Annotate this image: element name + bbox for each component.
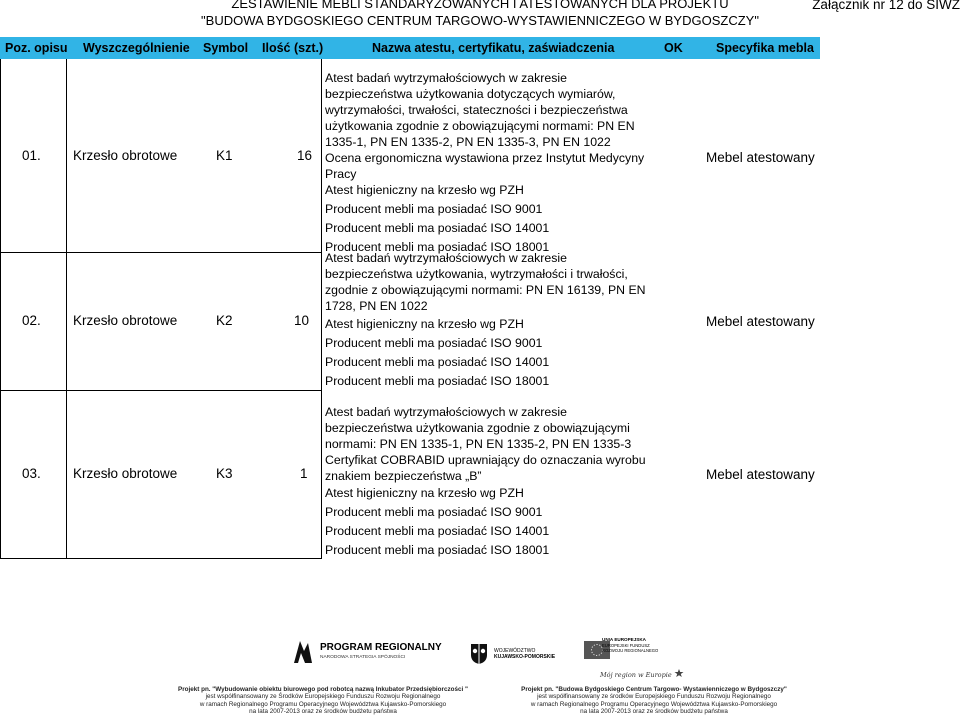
footer-left-text: [158, 686, 488, 716]
footer-right-line: jest współfinansowany ze środków Europejskiego Funduszu Rozwoju Regionalnego: [537, 693, 771, 701]
eu-line-2: EUROPEJSKI FUNDUSZ: [602, 643, 650, 648]
footer: [0, 625, 960, 715]
slogan-star-icon: [674, 669, 684, 677]
cert-item: Ocena ergonomiczna wystawiona przez Instytut Medycyny Pracy: [325, 151, 645, 181]
cert-item: Producent mebli ma posiadać ISO 14001: [325, 524, 550, 538]
footer-left-line: jest współfinansowany ze Środków Europejskiego Funduszu Rozwoju Regionalnego: [205, 693, 441, 701]
region-logo: [470, 643, 560, 669]
footer-right-line: Projekt pn. "Budowa Bydgoskiego Centrum Targowo- Wystawienniczego w Bydgoszczy": [521, 686, 787, 693]
footer-left-line: w ramach Regionalnego Programu Operacyjnego Województwa Kujawsko-Pomorskiego: [199, 700, 447, 708]
cert-item: Producent mebli ma posiadać ISO 9001: [325, 336, 543, 350]
footer-right-line: w ramach Regionalnego Programu Operacyjnego Województwa Kujawsko-Pomorskiego: [530, 700, 778, 708]
cert-item: Producent mebli ma posiadać ISO 18001: [325, 374, 550, 388]
cert-item: Atest badań wytrzymałościowych w zakresie bezpieczeństwa użytkowania dotyczących wymiarów, wytrzymałości, trwałości, stateczności i bezpieczeństwa użytkowania zgodnie z obowiązującymi normami: PN EN 1335-1, PN EN 1335-2, PN EN 1335-3, PN EN 1022: [325, 71, 635, 149]
table-row-divider-1: [0, 252, 321, 253]
row-symbol: K1: [216, 148, 233, 163]
footer-left-line: Projekt pn. "Wybudowanie obiektu biurowego pod robotcą nazwą Inkubator Przedsiębiorczości ": [178, 686, 468, 693]
row-ok-status: Mebel atestowany: [706, 467, 815, 482]
eu-line-3: ROZWOJU REGIONALNEGO: [602, 648, 659, 653]
cert-item: Atest badań wytrzymałościowych w zakresie bezpieczeństwa użytkowania, wytrzymałości i trwałości, zgodnie z obowiązującymi normami: PN EN 16139, PN EN 1728, PN EN 1022: [325, 251, 646, 313]
program-title: PROGRAM REGIONALNY: [320, 642, 442, 653]
cert-item: Producent mebli ma posiadać ISO 18001: [325, 543, 550, 557]
row-symbol: K3: [216, 466, 233, 481]
row-symbol: K2: [216, 313, 233, 328]
table-row-divider-2: [0, 390, 321, 391]
cert-item: Certyfikat COBRABID uprawniający do oznaczania wyrobu znakiem bezpieczeństwa „B”: [325, 453, 646, 483]
region-line-2: KUJAWSKO-POMORSKIE: [494, 654, 556, 660]
row-qty: 10: [294, 313, 310, 328]
col-header-qty: Ilość (szt.): [262, 41, 324, 55]
col-header-spec: Wyszczególnienie: [83, 41, 190, 55]
slogan: Mój region w Europie: [600, 671, 672, 679]
eu-logo: [584, 637, 664, 667]
row-ok-status: Mebel atestowany: [706, 314, 815, 329]
cert-item: Producent mebli ma posiadać ISO 14001: [325, 355, 550, 369]
row-pos: 01.: [22, 148, 41, 163]
eu-line-1: UNIA EUROPEJSKA: [602, 637, 646, 642]
region-line-1: WOJEWÓDZTWO: [494, 648, 536, 654]
col-header-ok: OK: [664, 41, 683, 55]
program-regionalny-logo: [292, 639, 442, 669]
row-pos: 03.: [22, 466, 41, 481]
cert-item: Producent mebli ma posiadać ISO 14001: [325, 221, 550, 235]
region-crest-icon: [470, 643, 488, 665]
col-header-certs: Nazwa atestu, certyfikatu, zaświadczenia: [372, 41, 615, 55]
cert-item: Producent mebli ma posiadać ISO 9001: [325, 505, 543, 519]
cert-item: Atest higieniczny na krzesło wg PZH: [325, 183, 524, 197]
row-pos: 02.: [22, 313, 41, 328]
footer-right-text: [504, 686, 804, 716]
footer-right-line: na lata 2007-2013 oraz ze środków budżetu państwa: [580, 708, 728, 716]
row-name: Krzesło obrotowe: [73, 313, 178, 328]
cert-item: Producent mebli ma posiadać ISO 18001: [325, 240, 550, 254]
table-divider-qty: [321, 59, 322, 559]
row-qty: 1: [300, 466, 308, 481]
table-header: [0, 37, 820, 59]
row-certificates: [325, 250, 657, 392]
cert-item: Producent mebli ma posiadać ISO 9001: [325, 202, 543, 216]
program-subtitle: NARODOWA STRATEGIA SPÓJNOŚCI: [320, 655, 406, 660]
document-title-line-1: ZESTAWIENIE MEBLI STANDARYZOWANYCH I ATESTOWANYCH DLA PROJEKTU: [231, 0, 729, 11]
table-border-bottom: [0, 558, 321, 559]
row-certificates: [325, 70, 657, 258]
footer-left-line: na lata 2007-2013 oraz ze środków budżetu państwa: [249, 708, 397, 716]
table-border-left: [0, 59, 1, 559]
col-header-symbol: Symbol: [203, 41, 249, 55]
cert-item: Atest higieniczny na krzesło wg PZH: [325, 317, 524, 331]
cert-item: Atest higieniczny na krzesło wg PZH: [325, 486, 524, 500]
program-logo-icon: [292, 639, 314, 665]
col-header-pos: Poz. opisu: [5, 41, 68, 55]
col-header-specyfika: Specyfika mebla: [716, 41, 814, 55]
row-name: Krzesło obrotowe: [73, 148, 178, 163]
table-divider-pos: [66, 59, 67, 559]
document-title-line-2: "BUDOWA BYDGOSKIEGO CENTRUM TARGOWO-WYSTAWIENNICZEGO W BYDGOSZCZY": [201, 13, 759, 28]
attachment-label: Załącznik nr 12 do SIWZ: [812, 0, 960, 12]
row-name: Krzesło obrotowe: [73, 466, 178, 481]
cert-item: Atest badań wytrzymałościowych w zakresie bezpieczeństwa użytkowania zgodnie z obowiązującymi normami: PN EN 1335-1, PN EN 1335-2, PN EN 1335-3: [325, 405, 632, 451]
row-ok-status: Mebel atestowany: [706, 150, 815, 165]
row-qty: 16: [297, 148, 313, 163]
row-certificates: [325, 404, 657, 561]
